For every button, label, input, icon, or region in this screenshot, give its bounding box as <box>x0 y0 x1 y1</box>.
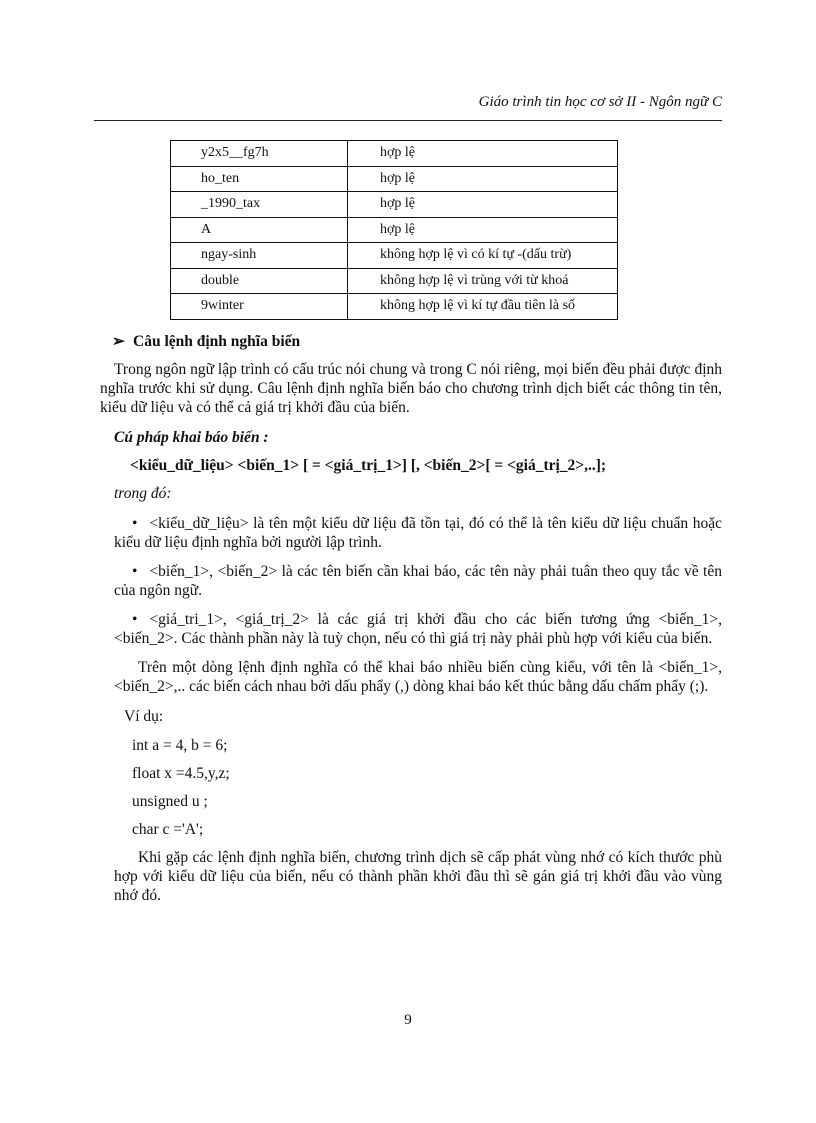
validity-cell: không hợp lệ vì có kí tự -(dấu trừ) <box>348 243 618 269</box>
syntax-title: Cú pháp khai báo biến : <box>114 429 269 446</box>
syntax-line: <kiểu_dữ_liệu> <biến_1> [ = <giá_trị_1>] [, <biến_2>[ = <giá_trị_2>,..]; <box>130 457 607 474</box>
validity-cell: hợp lệ <box>348 166 618 192</box>
bullet-icon: • <box>132 563 138 580</box>
bullet-icon: • <box>132 611 138 628</box>
validity-cell: hợp lệ <box>348 192 618 218</box>
list-item <box>114 610 722 648</box>
identifier-cell: A <box>171 217 348 243</box>
list-item-text: <kiểu_dữ_liệu> là tên một kiểu dữ liệu đã tồn tại, đó có thể là tên kiểu dữ liệu chuẩn hoặc kiểu dữ liệu định nghĩa bởi người lập trình. <box>114 515 722 551</box>
validity-cell: hợp lệ <box>348 141 618 167</box>
page-body <box>100 332 722 916</box>
identifier-cell: double <box>171 268 348 294</box>
header-rule <box>94 120 722 121</box>
arrow-bullet-icon: ➢ <box>112 333 125 350</box>
list-item <box>114 562 722 600</box>
table-row <box>171 243 618 269</box>
where-label: trong đó: <box>114 485 172 502</box>
identifier-cell: 9winter <box>171 294 348 320</box>
multi-declaration-paragraph: Trên một dòng lệnh định nghĩa có thể khai báo nhiều biến cùng kiểu, với tên là <biến_1>, <biến_2>,.. các biến cách nhau bởi dấu phẩy (,) dòng khai báo kết thúc bằng dấu chấm phẩy (;). <box>114 659 722 695</box>
list-item-text: <biến_1>, <biến_2> là các tên biến cần khai báo, các tên này phải tuân theo quy tắc về tên của ngôn ngữ. <box>114 563 722 599</box>
table-row <box>171 294 618 320</box>
code-line: int a = 4, b = 6; <box>132 737 228 754</box>
code-line: float x =4.5,y,z; <box>132 765 230 782</box>
identifier-cell: ngay-sinh <box>171 243 348 269</box>
identifier-cell: _1990_tax <box>171 192 348 218</box>
list-item-text: <giá_tri_1>, <giá_trị_2> là các giá trị khởi đầu cho các biến tương ứng <biến_1>, <biến_2>. Các thành phần này là tuỳ chọn, nếu có thì giá trị này phải phù hợp với kiểu của biến. <box>114 611 722 647</box>
section-heading-text: Câu lệnh định nghĩa biến <box>133 333 301 350</box>
section-heading <box>112 332 722 351</box>
table-row <box>171 141 618 167</box>
identifier-cell: ho_ten <box>171 166 348 192</box>
table-row <box>171 268 618 294</box>
validity-cell: không hợp lệ vì trùng với từ khoá <box>348 268 618 294</box>
example-label: Ví dụ: <box>124 708 164 725</box>
identifier-table <box>170 140 618 320</box>
code-line: unsigned u ; <box>132 793 208 810</box>
table-row <box>171 217 618 243</box>
identifier-cell: y2x5__fg7h <box>171 141 348 167</box>
table-row <box>171 192 618 218</box>
closing-paragraph: Khi gặp các lệnh định nghĩa biến, chương trình dịch sẽ cấp phát vùng nhớ có kích thước phù hợp với kiểu dữ liệu của biến, nếu có thành phần khởi đầu thì sẽ gán giá trị khởi đầu vào vùng nhớ đó. <box>114 849 722 904</box>
validity-cell: không hợp lệ vì kí tự đầu tiên là số <box>348 294 618 320</box>
running-header: Giáo trình tin học cơ sở II - Ngôn ngữ C <box>478 94 722 110</box>
bullet-icon: • <box>132 515 138 532</box>
list-item <box>114 514 722 552</box>
table-row <box>171 166 618 192</box>
code-line: char c ='A'; <box>132 821 204 838</box>
validity-cell: hợp lệ <box>348 217 618 243</box>
page-number: 9 <box>404 1012 412 1028</box>
intro-paragraph: Trong ngôn ngữ lập trình có cấu trúc nói chung và trong C nói riêng, mọi biến đều phải được định nghĩa trước khi sử dụng. Câu lệnh định nghĩa biến báo cho chương trình dịch biết các thông tin tên, kiểu dữ liệu và có thể cả giá trị khởi đầu của biến. <box>100 361 722 416</box>
